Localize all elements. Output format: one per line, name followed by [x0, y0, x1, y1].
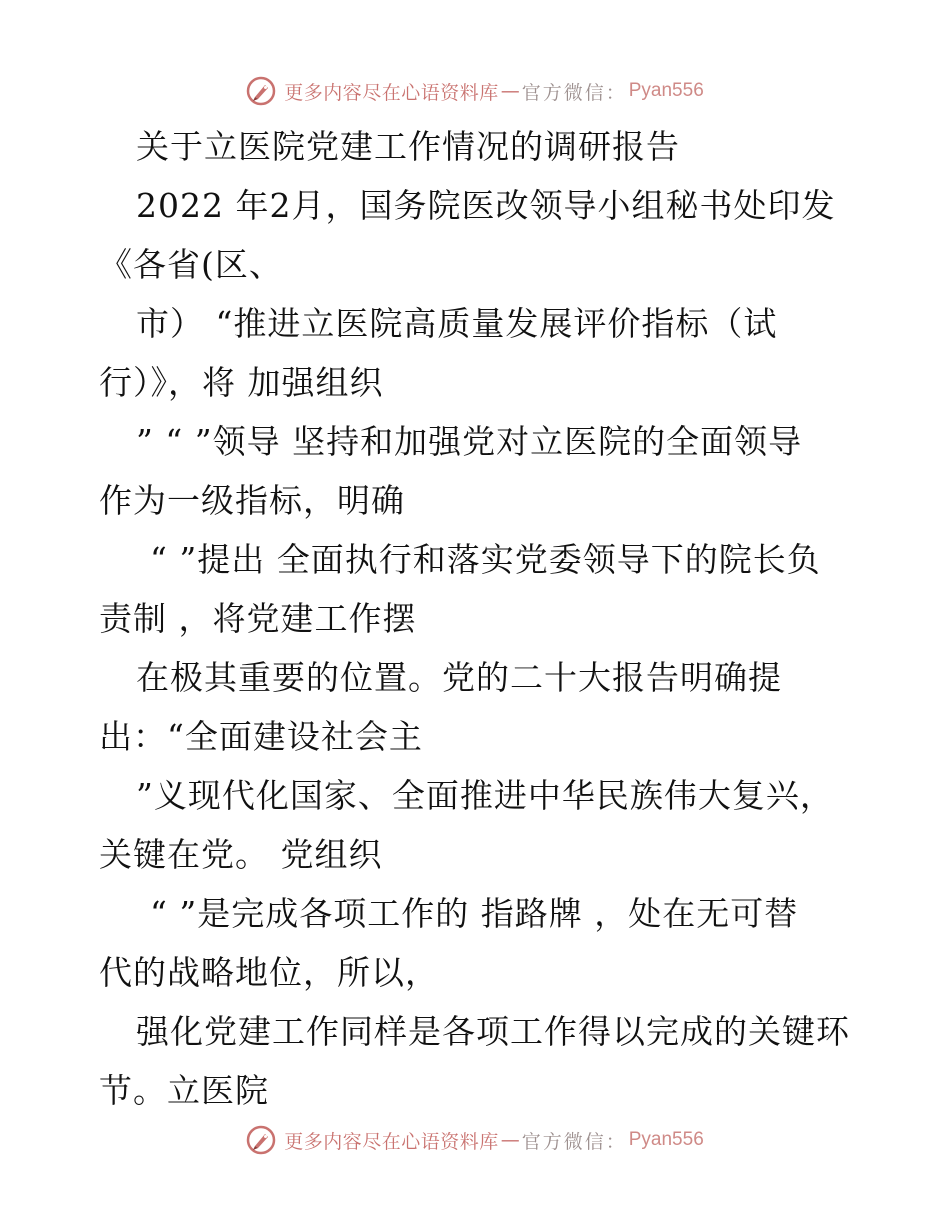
footer-banner	[0, 1120, 950, 1160]
paragraph-line: “ ”是完成各项工作的 指路牌 ，处在无可替	[150, 894, 799, 933]
paragraph-line: 责制 ，将党建工作摆	[99, 599, 417, 638]
banner-separator: —	[500, 1129, 520, 1151]
paragraph-line: 节。立医院	[99, 1071, 269, 1110]
banner-library-text: 更多内容尽在心语资料库	[284, 1130, 499, 1153]
header-banner	[0, 71, 950, 111]
paragraph-line: ”义现代化国家、全面推进中华民族伟大复兴，	[136, 776, 834, 815]
banner-wechat-id: Pyan556	[628, 1129, 704, 1150]
pen-nib-logo-icon	[246, 1125, 276, 1155]
paragraph-line: 代的战略地位，所以，	[99, 953, 439, 992]
banner-wechat-label: 官方微信：	[521, 1130, 627, 1153]
paragraph-line: 作为一级指标，明确	[99, 481, 405, 520]
paragraph-line: 2022 年2月，国务院医改领导小组秘书处印发	[136, 186, 836, 225]
paragraph-line: 在极其重要的位置。党的二十大报告明确提	[136, 658, 782, 697]
pen-nib-logo-icon	[246, 76, 276, 106]
paragraph-line: 关键在党。 党组织	[99, 835, 383, 874]
banner-wechat-label: 官方微信：	[521, 81, 627, 104]
banner-wechat-id: Pyan556	[628, 80, 704, 101]
banner-separator: —	[500, 80, 520, 102]
paragraph-line: 出：“全面建设社会主	[99, 717, 423, 756]
banner-library-text: 更多内容尽在心语资料库	[284, 81, 499, 104]
paragraph-line: 行）》，将 加强组织	[99, 363, 384, 402]
paragraph-line: “ ”提出 全面执行和落实党委领导下的院长负	[150, 540, 821, 579]
document-title: 关于立医院党建工作情况的调研报告	[136, 127, 680, 166]
paragraph-line: ” “ ”领导 坚持和加强党对立医院的全面领导	[136, 422, 803, 461]
paragraph-line: 市） “推进立医院高质量发展评价指标（试	[136, 304, 778, 343]
paragraph-line: 强化党建工作同样是各项工作得以完成的关键环	[136, 1012, 850, 1051]
paragraph-line: 《各省(区、	[99, 245, 283, 284]
